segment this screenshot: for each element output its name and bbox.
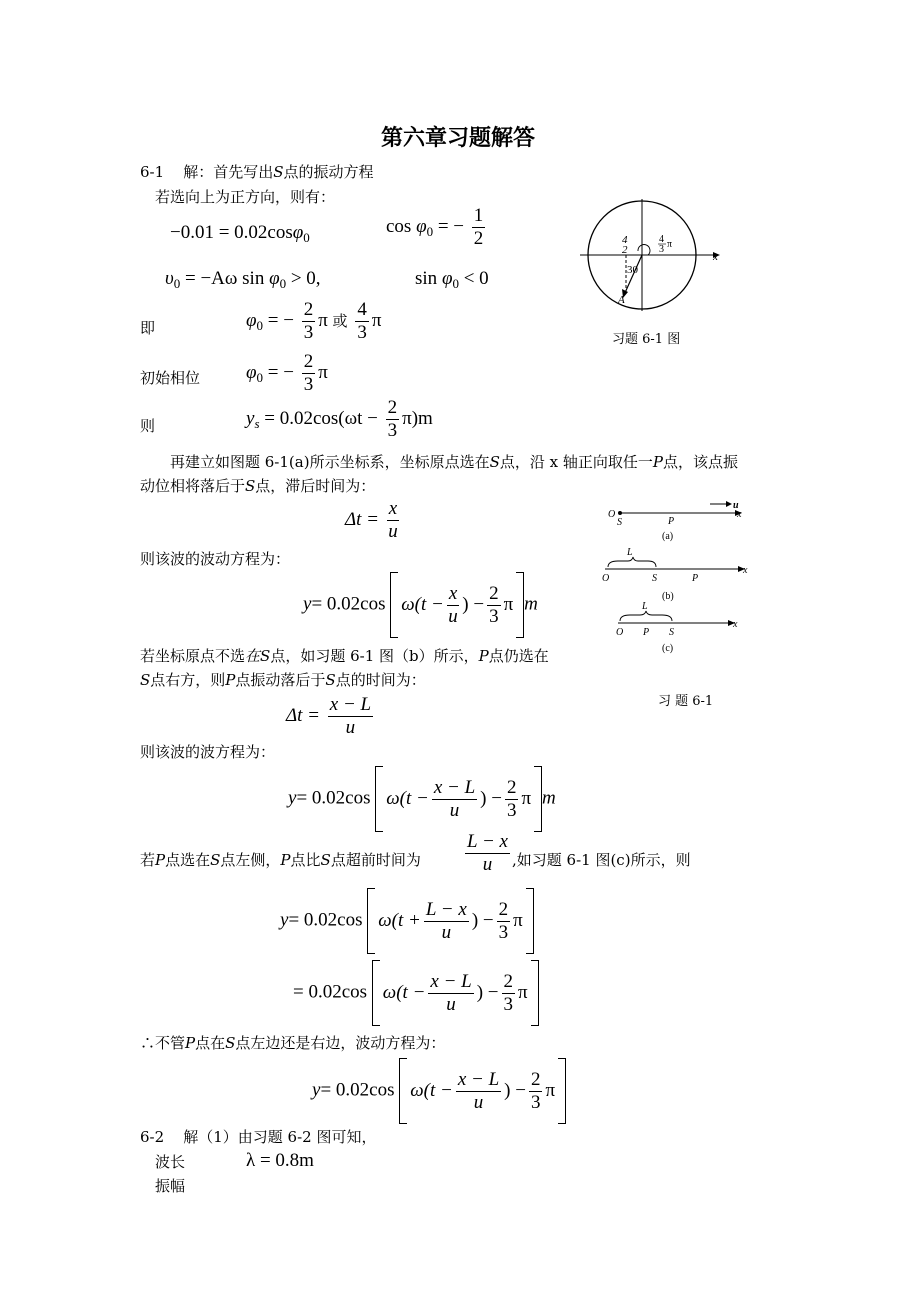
paragraph-coord-system-2: 动位相将落后于S点，滞后时间为： bbox=[140, 477, 376, 495]
problem-number: 6-1 bbox=[140, 163, 165, 181]
direction-text: 若选向上为正方向，则有： bbox=[155, 188, 336, 206]
conclusion-text: ∴不管P点在S点左边还是右边，波动方程为： bbox=[140, 1034, 446, 1052]
brace-c bbox=[620, 611, 672, 621]
u-label: u bbox=[733, 500, 739, 511]
equation-3: $\upsilon_0 = -A\omega$ $\sin \varphi_0 > 0$, bbox=[165, 268, 321, 291]
equation-ys: $y_s = 0.02\cos(\omega t$ − $\frac{2}{3}$ π)m bbox=[246, 397, 433, 441]
label-2: 2 bbox=[622, 244, 628, 256]
wave-equation-final: y= 0.02cos ω(t − $\frac{x - L}{u}$ ) − $\frac{2}{3}$ π bbox=[312, 1058, 566, 1124]
u-arrowhead bbox=[726, 501, 732, 507]
x-label-c: x bbox=[733, 619, 738, 630]
wave-equation-text-2: 则该波的波方程为： bbox=[140, 743, 276, 761]
figure-6-1-axes-caption: 习 题 6-1 bbox=[658, 694, 714, 709]
O-label-c: O bbox=[616, 627, 624, 638]
x-label-a: x bbox=[737, 509, 742, 520]
paragraph-p-left-of-s: 若P点选在S点左侧，P点比S点超前时间为 bbox=[140, 851, 421, 869]
O-label-a: O bbox=[608, 509, 616, 520]
caption-a: (a) bbox=[662, 531, 674, 542]
label-ji: 即 bbox=[140, 319, 156, 337]
paragraph-origin-not-s-2: S点右方，则P点振动落后于S点的时间为： bbox=[140, 671, 426, 689]
S-label-a: S bbox=[617, 517, 622, 528]
O-label-b: O bbox=[602, 573, 610, 584]
label-ze: 则 bbox=[140, 417, 156, 435]
angle-30-label: 30 bbox=[627, 264, 638, 276]
fraction-advance-time: $\frac{L - x}{u}$ bbox=[467, 831, 508, 875]
A-label: A bbox=[618, 294, 625, 306]
label-4: 4 bbox=[622, 234, 628, 246]
x-label: x bbox=[713, 251, 718, 263]
P-label-a: P bbox=[668, 516, 675, 527]
equation-2: $\cos \varphi_0$ = − $\frac{1}{2}$ bbox=[386, 205, 484, 249]
equation-4: $\sin \varphi_0 < 0$ bbox=[415, 268, 489, 291]
wave-equation-2: y= 0.02cos ω(t − $\frac{x - L}{u}$ ) − $\frac{2}{3}$ π m bbox=[288, 766, 556, 832]
paragraph-coord-system: 再建立如图题 6-1(a)所示坐标系，坐标原点选在S点，沿 x 轴正向取任一P点，该点振 bbox=[170, 453, 738, 471]
paragraph-p-left-of-s-end: ,如习题 6-1 图(c)所示，则 bbox=[512, 851, 691, 869]
equation-initial-phase: $\varphi_0$ = − $\frac{2}{3}$ π bbox=[246, 351, 328, 395]
L-label-c: L bbox=[642, 601, 648, 612]
P-label-b: P bbox=[692, 573, 699, 584]
wave-equation-4: = 0.02cos ω(t − $\frac{x - L}{u}$ ) − $\frac{2}{3}$ π bbox=[293, 960, 539, 1026]
wave-equation-text: 则该波的波动方程为： bbox=[140, 550, 291, 568]
wavelength-equation: λ = 0.8m bbox=[246, 1150, 314, 1171]
problem-number: 6-2 bbox=[140, 1128, 165, 1146]
origin-a-point bbox=[618, 511, 622, 515]
phase-arc bbox=[638, 245, 650, 255]
paragraph-origin-not-s: 若坐标原点不选在S点，如习题 6-1 图（b）所示，P点仍选在 bbox=[140, 647, 549, 665]
S-label-c: S bbox=[669, 627, 674, 638]
P-label-c: P bbox=[643, 627, 650, 638]
equation-1: −0.01 = 0.02cosφ$_0$ bbox=[170, 222, 310, 245]
wave-equation-1: y= 0.02cos ω(t − $\frac{x}{u}$ ) − $\frac{2}{3}$ π m bbox=[303, 572, 538, 638]
label-4pi-num: 4 bbox=[659, 234, 664, 245]
L-label-b: L bbox=[627, 547, 633, 558]
figure-6-1-circle bbox=[580, 195, 730, 320]
amplitude-label: 振幅 bbox=[155, 1177, 186, 1195]
brace-b bbox=[608, 557, 656, 567]
figure-6-1-axes bbox=[600, 495, 760, 660]
page-title: 第六章习题解答 bbox=[381, 126, 536, 151]
x-label-b: x bbox=[743, 565, 748, 576]
equation-delay-2: Δt = $\frac{x - L}{u}$ bbox=[286, 694, 372, 738]
wave-equation-3: y= 0.02cos ω(t + $\frac{L - x}{u}$ ) − $\frac{2}{3}$ π bbox=[280, 888, 534, 954]
caption-b: (b) bbox=[662, 591, 674, 602]
equation-delay-1: Δt = $\frac{x}{u}$ bbox=[345, 498, 398, 542]
label-4pi-pi: π bbox=[667, 239, 673, 250]
wavelength-label: 波长 bbox=[155, 1153, 186, 1171]
S-label-b: S bbox=[652, 573, 657, 584]
problem-6-2-intro: 6-2 解（1）由习题 6-2 图可知， bbox=[140, 1128, 377, 1146]
equation-phi-options: $\varphi_0$ = − $\frac{2}{3}$ π 或 $\frac{4}{3}$ π bbox=[246, 299, 382, 343]
figure-6-1-caption: 习题 6-1 图 bbox=[612, 332, 681, 347]
caption-c: (c) bbox=[662, 643, 674, 654]
label-4pi-den: 3 bbox=[659, 244, 664, 255]
problem-6-1-intro: 6-1 解：首先写出S点的振动方程 bbox=[140, 163, 374, 181]
label-initial-phase: 初始相位 bbox=[140, 369, 201, 387]
